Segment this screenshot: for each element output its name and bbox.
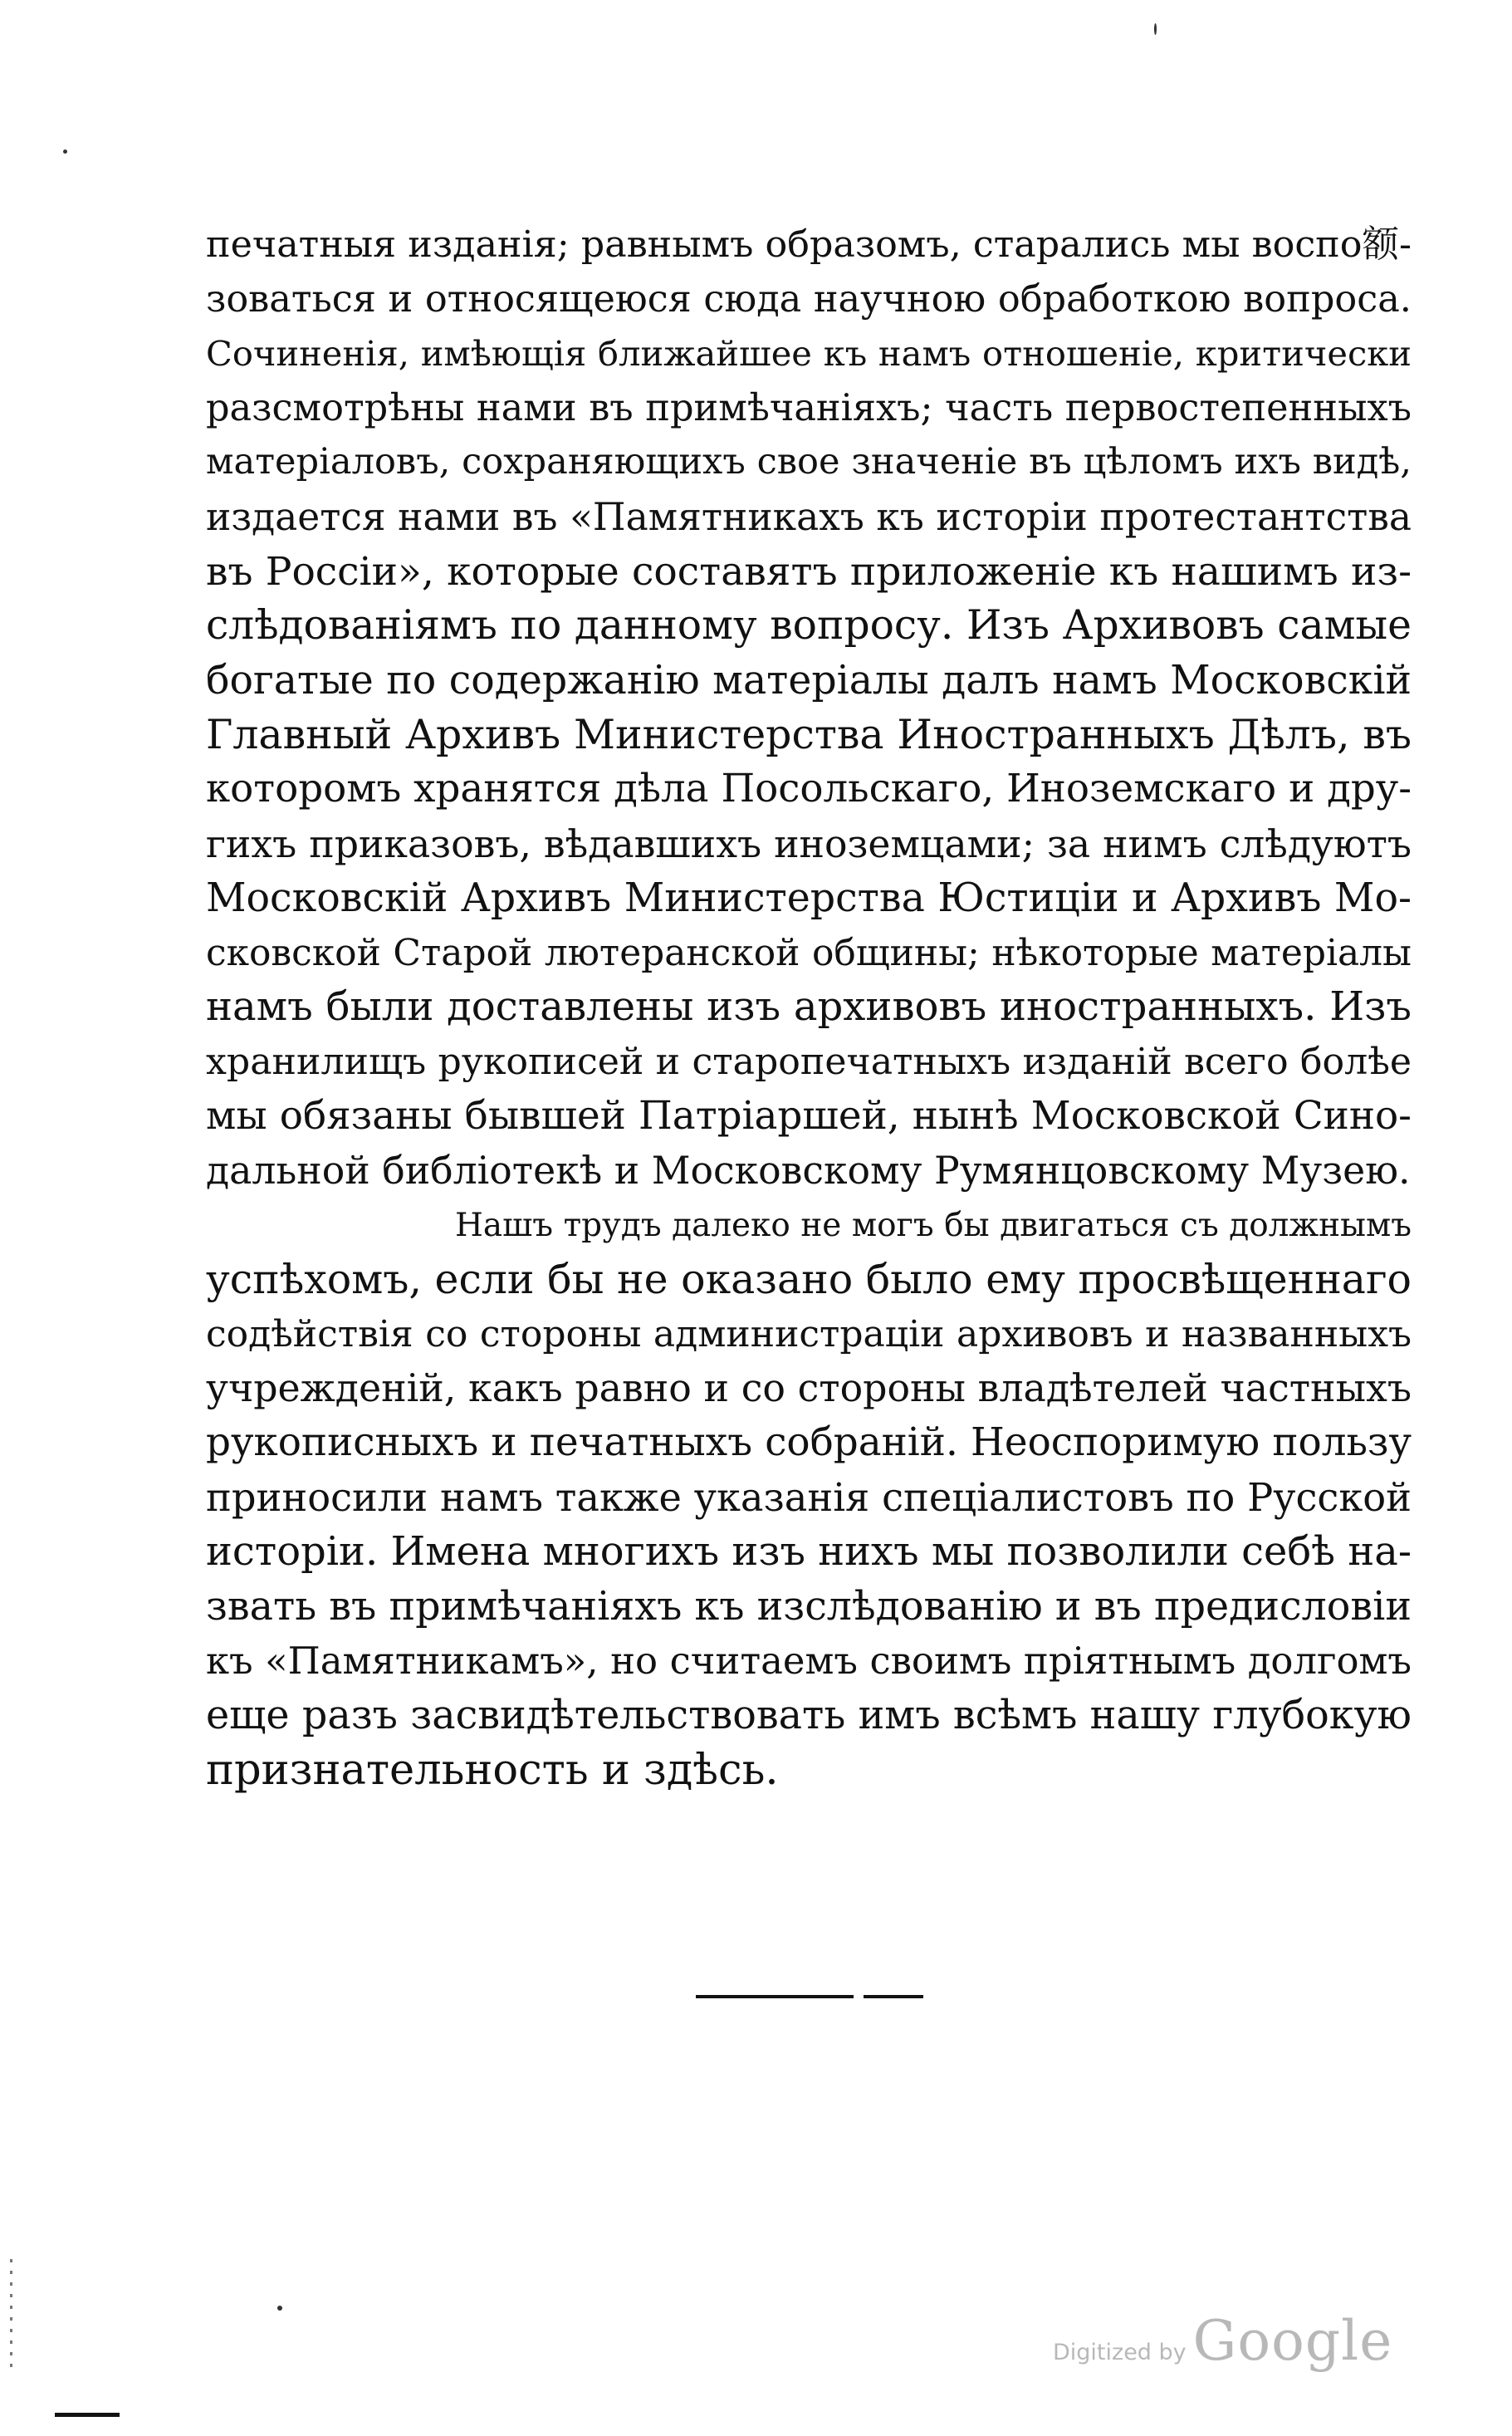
digitized-by-google-watermark — [1053, 2309, 1392, 2373]
scan-speck — [63, 149, 67, 154]
text-line: успѣхомъ, если бы не оказано было ему просвѣщеннаго — [206, 1256, 1412, 1304]
text-line: намъ были доставлены изъ архивовъ иностранныхъ. Изъ — [206, 983, 1412, 1031]
google-logo-text: Google — [1192, 2309, 1393, 2373]
text-line: еще разъ засвидѣтельствовать имъ всѣмъ нашу глубокую — [206, 1693, 1412, 1739]
paragraph-1 — [206, 218, 1412, 1198]
text-line: приносили намъ также указанія спеціалистовъ по Русской — [206, 1474, 1412, 1520]
text-line: разсмотрѣны нами въ примѣчаніяхъ; часть первостепенныхъ — [206, 385, 1412, 429]
section-end-rule — [696, 1995, 854, 1998]
body-text — [206, 218, 1412, 1797]
text-line: богатые по содержанію матеріалы далъ намъ Московскій — [206, 657, 1412, 703]
text-line: которомъ хранятся дѣла Посольскаго, Иноземскаго и дру- — [206, 766, 1412, 811]
text-line: Сочиненія, имѣющія ближайшее къ намъ отношеніе, критически — [206, 333, 1412, 375]
text-line: сковской Старой лютеранской общины; нѣкоторые матеріалы — [206, 931, 1412, 974]
text-line: къ «Памятникамъ», но считаемъ своимъ пріятнымъ долгомъ — [206, 1639, 1412, 1684]
text-line: хранилищъ рукописей и старопечатныхъ изданій всего болѣе — [206, 1040, 1412, 1083]
text-line: Главный Архивъ Министерства Иностранныхъ Дѣлъ, въ — [206, 711, 1412, 759]
text-line: Нашъ трудъ далеко не могъ бы двигаться съ должнымъ — [455, 1206, 1412, 1244]
scan-edge-marks — [10, 2259, 12, 2367]
text-line: слѣдованіямъ по данному вопросу. Изъ Архивовъ самые — [206, 602, 1412, 649]
scan-speck — [277, 2306, 282, 2311]
text-line: мы обязаны бывшей Патріаршей, нынѣ Московской Сино- — [206, 1093, 1412, 1139]
text-line: Московскій Архивъ Министерства Юстиціи и Архивъ Мо- — [206, 875, 1412, 922]
text-line: издается нами въ «Памятникахъ къ исторіи протестантства — [206, 494, 1412, 539]
text-line: гихъ приказовъ, вѣдавшихъ иноземцами; за нимъ слѣдуютъ — [206, 821, 1412, 866]
text-line: матеріаловъ, сохраняющихъ свое значеніе въ цѣломъ ихъ видѣ, — [206, 441, 1412, 483]
watermark-small-text: Digitized by — [1053, 2340, 1187, 2365]
text-line: рукописныхъ и печатныхъ собраній. Неоспоримую пользу — [206, 1420, 1412, 1466]
margin-mark — [55, 2413, 120, 2417]
text-line: учрежденій, какъ равно и со стороны владѣтелей частныхъ — [206, 1365, 1412, 1411]
paragraph-2 — [206, 1198, 1412, 1798]
scan-speck — [1154, 23, 1157, 35]
text-line: признательность и здѣсь. — [206, 1745, 779, 1795]
text-line: въ Россіи», которые составятъ приложеніе къ нашимъ из- — [206, 548, 1412, 595]
text-line: исторіи. Имена многихъ изъ нихъ мы позволили себѣ на- — [206, 1529, 1412, 1576]
text-line: дальной библіотекѣ и Московскому Румянцовскому Музею. — [206, 1149, 1411, 1193]
text-line: содѣйствія со стороны администраціи архивовъ и названныхъ — [206, 1312, 1412, 1355]
text-line: печатныя изданія; равнымъ образомъ, старались мы воспо额- — [206, 223, 1412, 266]
section-end-rule — [864, 1995, 923, 1998]
text-line: зоваться и относящеюся сюда научною обработкою вопроса. — [206, 277, 1412, 321]
text-line: звать въ примѣчаніяхъ къ изслѣдованію и въ предисловіи — [206, 1583, 1412, 1630]
